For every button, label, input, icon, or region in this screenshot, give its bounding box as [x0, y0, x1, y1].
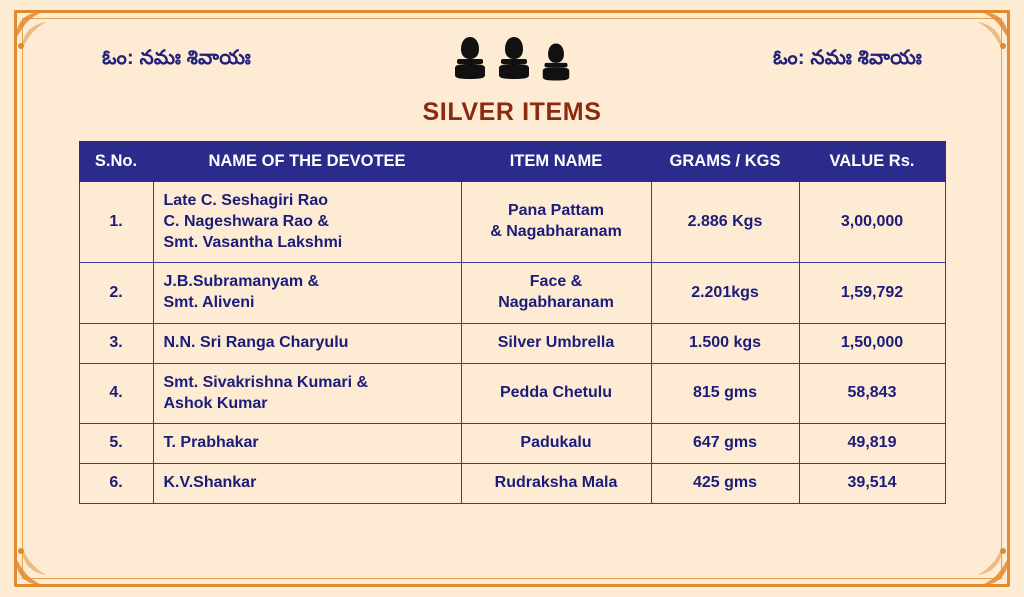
cell-devotee [153, 464, 461, 504]
cell-sno: 6. [79, 464, 153, 504]
table-row [79, 263, 945, 324]
shiva-lingam-icon [541, 41, 571, 88]
cell-item [461, 323, 651, 363]
cell-sno: 5. [79, 424, 153, 464]
cell-item [461, 263, 651, 324]
cell-value: 39,514 [799, 464, 945, 504]
cell-weight: 425 gms [651, 464, 799, 504]
cell-devotee [153, 181, 461, 262]
cell-value: 58,843 [799, 363, 945, 424]
devotee-line: K.V.Shankar [163, 474, 257, 492]
devotee-line: C. Nageshwara Rao & [163, 212, 329, 230]
table-row [79, 363, 945, 424]
devotee-line: Ashok Kumar [163, 394, 268, 412]
cell-devotee [153, 263, 461, 324]
lingam-group [453, 35, 571, 86]
cell-weight: 815 gms [651, 363, 799, 424]
cell-sno: 3. [79, 323, 153, 363]
column-header-sno: S.No. [79, 142, 153, 182]
table-header-row [79, 142, 945, 182]
column-header-devotee: NAME OF THE DEVOTEE [153, 142, 461, 182]
header-row [40, 32, 984, 88]
cell-devotee [153, 424, 461, 464]
table-row [79, 464, 945, 504]
devotee-line: Smt. Vasantha Lakshmi [163, 233, 343, 251]
column-header-weight-line1: GRAMS / KGS [669, 152, 781, 170]
cell-value: 49,819 [799, 424, 945, 464]
cell-weight: 2.886 Kgs [651, 181, 799, 262]
cell-value: 3,00,000 [799, 181, 945, 262]
devotee-line: Smt. Sivakrishna Kumari & [163, 373, 369, 391]
mantra-left: ఓం: నమః శివాయః [102, 46, 252, 69]
shiva-lingam-icon [497, 35, 531, 86]
page-title: SILVER ITEMS [422, 98, 602, 126]
cell-sno: 4. [79, 363, 153, 424]
devotee-line: Late C. Seshagiri Rao [163, 191, 328, 209]
cell-item [461, 181, 651, 262]
cell-devotee [153, 323, 461, 363]
item-line: Rudraksha Mala [494, 474, 618, 492]
devotee-line: Smt. Aliveni [163, 294, 255, 312]
cell-devotee [153, 363, 461, 424]
column-header-weight [651, 142, 799, 182]
item-line: Pana Pattam [507, 202, 605, 220]
table-row [79, 323, 945, 363]
cell-weight: 647 gms [651, 424, 799, 464]
item-line: Face & [529, 273, 583, 291]
page-content [40, 32, 984, 565]
column-header-item: ITEM NAME [461, 142, 651, 182]
devotee-line: N.N. Sri Ranga Charyulu [163, 333, 349, 351]
item-line: Silver Umbrella [497, 333, 615, 351]
cell-sno: 1. [79, 181, 153, 262]
item-line: & Nagabharanam [490, 223, 622, 241]
cell-item [461, 363, 651, 424]
devotee-line: J.B.Subramanyam & [163, 273, 320, 291]
shiva-lingam-icon [453, 35, 487, 86]
column-header-value: VALUE Rs. [799, 142, 945, 182]
cell-weight: 1.500 kgs [651, 323, 799, 363]
cell-value: 1,59,792 [799, 263, 945, 324]
item-line: Padukalu [520, 434, 592, 452]
mantra-right: ఓం: నమః శివాయః [772, 46, 922, 69]
silver-items-table [79, 141, 946, 504]
table-row [79, 424, 945, 464]
devotee-line: T. Prabhakar [163, 434, 259, 452]
cell-value: 1,50,000 [799, 323, 945, 363]
cell-weight: 2.201kgs [651, 263, 799, 324]
cell-sno: 2. [79, 263, 153, 324]
item-line: Pedda Chetulu [499, 384, 612, 402]
cell-item [461, 464, 651, 504]
item-line: Nagabharanam [498, 294, 614, 312]
cell-item [461, 424, 651, 464]
table-row [79, 181, 945, 262]
